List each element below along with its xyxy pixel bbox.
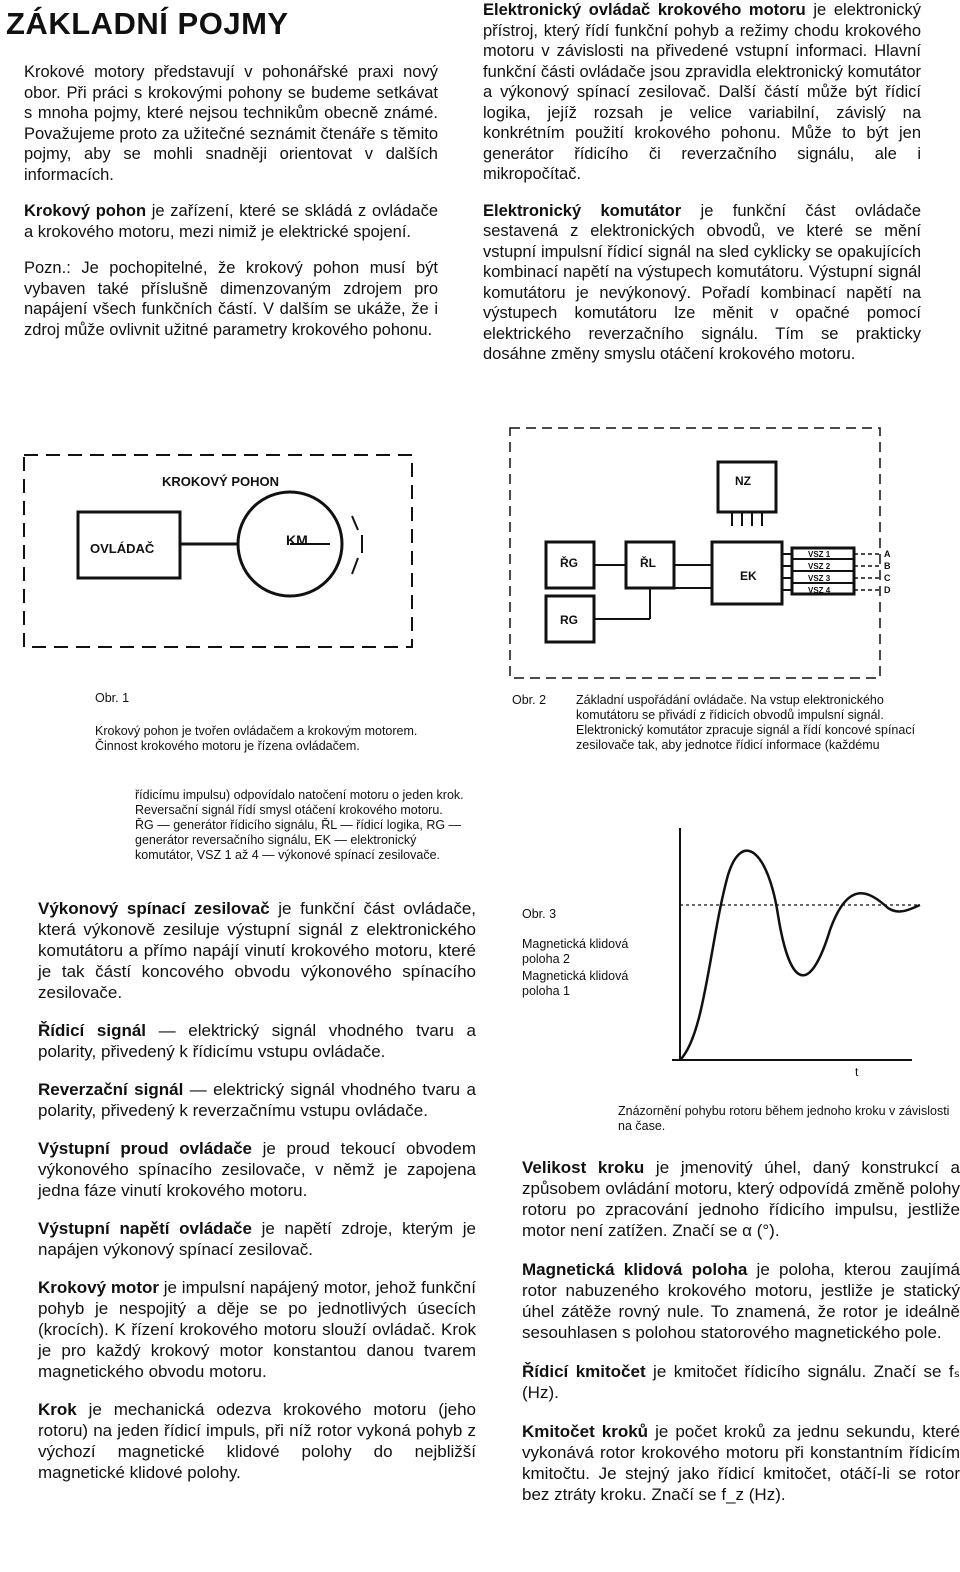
definition-text: je jmenovitý úhel, daný konstrukcí a způsobem ovládání motoru, který odpovídá změně polohy rotoru po zpracování jednoho řídicího impulsu, jestliže motor není zatížen. Značí se α (°). — [522, 1158, 960, 1240]
fig2-output-labels — [808, 549, 830, 597]
intro-paragraph: Krokové motory představují v pohonářské praxi nový obor. Při práci s krokovými pohony se budeme setkávat s mnoha pojmy, které nejsou technikům obecně známé. Považujeme proto za užitečné seznámit čtenáře s těmito pojmy, aby se mohli snadněji orientovat v dalších informacích. — [24, 63, 438, 184]
fig1-caption: Krokový pohon je tvořen ovládačem a krokovým motorem. Činnost krokového motoru je řízena ovládačem. — [95, 724, 418, 753]
definition-text: je kmitočet řídicího signálu. Značí se fₛ (Hz). — [522, 1362, 960, 1402]
fig2-output-label: VSZ 1 — [808, 550, 831, 559]
definition-text: je elektronický přístroj, který řídí funkční pohyb a režimy chodu krokového motoru v závislosti na přivedené vstupní informaci. Hlavní funkční části ovládače jsou zpravidla elektronický komutátor a výkonový spínací zesilovač. Další částí může být řídicí logika, jejíž rozsah je velice variabilní, závislý na konkrétním použití krokového pohonu. Může to být jen generátor řídicího či reverzačního signálu, ale i mikropočítač. — [483, 1, 921, 183]
definition-text: je funkční část ovládače, která výkonově zesiluje výstupní signál z elektronického komutátoru a přímo napájí vinutí krokového motoru, které je tak částí koncového obvodu výkonového spínacího zesilovače. — [38, 899, 476, 1002]
definition-term: Elektronický komutátor — [483, 201, 682, 220]
intro-column — [24, 62, 438, 356]
definition-text: je zařízení, které se skládá z ovládače a krokového motoru, mezi nimiž je elektrické spojení. — [24, 202, 438, 241]
definition — [38, 1399, 476, 1483]
fig2-output-letter: C — [884, 573, 891, 583]
definition-text: : Je pochopitelné, že krokový pohon musí být vybaven také příslušně dimenzovaným zdrojem pro napájení všech funkčních částí. V dalším se ukáže, že i zdroj může ovlivnit užitné parametry krokového pohonu. — [24, 259, 438, 339]
left-bottom-column — [38, 898, 476, 1500]
definition — [522, 1421, 960, 1505]
definition — [522, 1361, 960, 1403]
definition — [38, 1020, 476, 1062]
fig2-output-label: VSZ 4 — [808, 586, 831, 595]
definition-term: Elektronický ovládač krokového motoru — [483, 1, 806, 19]
definition-text: je funkční část ovládače sestavená z elektronických obvodů, ve které se mění vstupní impulsní řídicí signál na sled cyklicky se opakujících kombinací napětí na výstupech komutátoru. Výstupní signál komutátoru je nevýkonový. Pořadí kombinací napětí na výstupech komutátoru lze měnit v opačné pomocí elektrického reverzačního signálu. Tím se prakticky dosáhne změny smyslu otáčení krokového motoru. — [483, 201, 921, 363]
fig2-output-label: VSZ 3 — [808, 574, 831, 583]
definition-term: Pozn. — [24, 259, 67, 277]
definition-term: Krokový motor — [38, 1278, 159, 1297]
fig2-caption-number: Obr. 2 — [512, 693, 547, 707]
fig1-controller-label: OVLÁDAČ — [90, 541, 155, 556]
definition-text: — elektrický signál vhodného tvaru a polarity, přivedený k řídicímu vstupu ovládače. — [38, 1021, 476, 1061]
fig1-box-label: KROKOVÝ POHON — [162, 474, 280, 489]
definition-text: je mechanická odezva krokového motoru (jeho rotoru) na jeden řídicí impuls, při níž rotor vykoná pohyb z výchozí magnetické klidové polohy do nejbližší magnetické klidové polohy. — [38, 1400, 476, 1482]
definition — [522, 1157, 960, 1241]
definition — [38, 1277, 476, 1382]
definition-text: je poloha, kterou zaujímá rotor nabuzeného krokového motoru, jestliže je statický úhel zátěže rovný nule. To znamená, že rotor je ideálně sesouhlasen s polohou statorového magnetického pole. — [522, 1260, 960, 1342]
definition — [38, 1218, 476, 1260]
right-top-column — [483, 0, 921, 381]
definition — [483, 201, 921, 365]
fig1-motor-label: KM — [286, 532, 308, 548]
fig2-output-letter: D — [884, 585, 891, 595]
definition-term: Reverzační signál — [38, 1080, 184, 1099]
definition-term: Výkonový spínací zesilovač — [38, 899, 270, 918]
page-title: ZÁKLADNÍ POJMY — [6, 6, 289, 41]
definition-text: — elektrický signál vhodného tvaru a polarity, přivedený k reverzačnímu vstupu ovládače. — [38, 1080, 476, 1120]
fig2-caption: Základní uspořádání ovládače. Na vstup elektronického komutátoru se přivádí z řídicích obvodů impulsní signál. Elektronický komutátor zpracuje signál a řídí koncové spínací zesilovače tak, aby jednotce řídicí informace (každému — [576, 693, 916, 752]
definition — [38, 1138, 476, 1201]
definition-term: Magnetická klidová poloha — [522, 1260, 748, 1279]
fig3-label-1: Magnetická klidová poloha 1 — [522, 969, 629, 998]
definition-term: Krokový pohon — [24, 202, 147, 220]
fig2-rg-signal-label: ŘG — [560, 556, 578, 570]
definition — [483, 0, 921, 185]
definition-term: Řídicí signál — [38, 1021, 147, 1040]
right-bottom-column — [522, 1157, 960, 1523]
definition-text: je proud tekoucí obvodem výkonového spínacího zesilovače, v němž je zapojena jedna fáze vinutí krokového motoru. — [38, 1139, 476, 1200]
definition-term: Krok — [38, 1400, 77, 1419]
fig3-time-axis-label: t — [855, 1065, 859, 1079]
definition-text: je impulsní napájený motor, jehož funkční pohyb je nespojitý a děje se po jednotlivých úsecích (krocích). K řízení krokového motoru slouží ovládač. Krok je pro každý krokový motor konstantou danou tvarem magnetického obvodu motoru. — [38, 1278, 476, 1381]
definition — [522, 1259, 960, 1343]
figure-3-curve — [650, 820, 940, 1080]
fig2-caption-continued: řídicímu impulsu) odpovídalo natočení motoru o jeden krok. Reversační signál řídí smysl otáčení krokového motoru. ŘG — generátor řídicího signálu, ŘL — řídicí logika, RG — generátor reversačního signálu, EK — elektronický komutátor, VSZ 1 až 4 — výkonové spínací zesilovače. — [135, 788, 464, 862]
definition-term: Výstupní napětí ovládače — [38, 1219, 252, 1238]
fig2-rl-label: ŘL — [640, 556, 656, 570]
definition — [24, 201, 438, 242]
fig2-output-label: VSZ 2 — [808, 562, 831, 571]
definition-term: Řídicí kmitočet — [522, 1362, 646, 1381]
fig2-output-letter: A — [884, 549, 891, 559]
definition — [38, 898, 476, 1003]
fig3-caption-number: Obr. 3 — [522, 907, 557, 921]
figure-2-diagram — [500, 418, 900, 688]
fig2-output-letters — [884, 548, 891, 596]
fig2-rg-label: RG — [560, 613, 578, 627]
fig3-label-2: Magnetická klidová poloha 2 — [522, 937, 629, 966]
definition-term: Kmitočet kroků — [522, 1422, 649, 1441]
fig3-caption: Znázornění pohybu rotoru během jednoho kroku v závislosti na čase. — [618, 1104, 950, 1133]
definition — [38, 1079, 476, 1121]
fig2-ek-label: EK — [740, 569, 757, 583]
definition-text: je počet kroků za jednu sekundu, které vykonává rotor krokového motoru při konstantním řídicím kmitočtu. Je stejný jako řídicí kmitočet, otáčí-li se rotor bez ztráty kroku. Značí se f_z (Hz). — [522, 1422, 960, 1504]
definition-term: Výstupní proud ovládače — [38, 1139, 252, 1158]
fig2-output-letter: B — [884, 561, 891, 571]
fig1-caption-number: Obr. 1 — [95, 691, 130, 705]
definition — [24, 258, 438, 340]
definition-term: Velikost kroku — [522, 1158, 645, 1177]
fig2-nz-label: NZ — [735, 474, 751, 488]
definition-text: je napětí zdroje, kterým je napájen výkonový spínací zesilovač. — [38, 1219, 476, 1259]
